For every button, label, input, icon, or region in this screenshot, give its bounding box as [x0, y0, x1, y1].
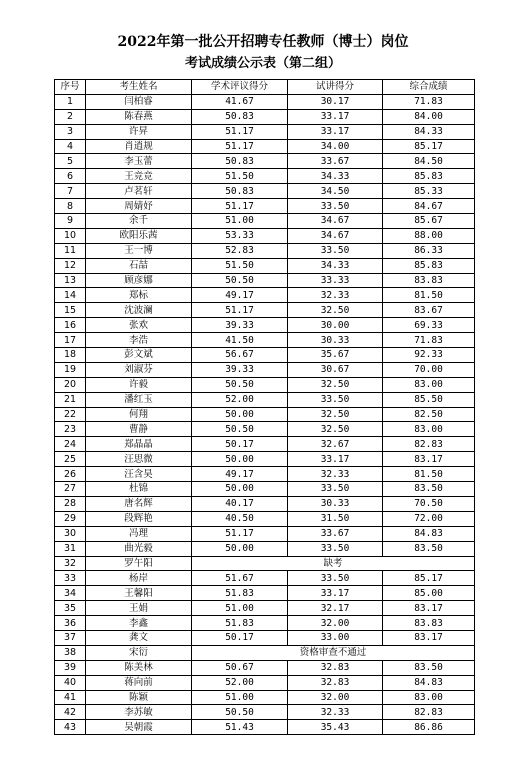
cell-note: 资格审查不通过: [192, 645, 475, 660]
cell-name: 王馨阳: [86, 586, 192, 601]
table-row: [55, 720, 475, 735]
cell-academic: 50.50: [192, 377, 288, 392]
table-row: [55, 526, 475, 541]
cell-no: 41: [55, 690, 86, 705]
cell-academic: 39.33: [192, 318, 288, 333]
cell-no: 24: [55, 437, 86, 452]
cell-no: 2: [55, 109, 86, 124]
cell-lecture: 32.50: [288, 377, 383, 392]
cell-lecture: 34.67: [288, 214, 383, 229]
table-row: [55, 362, 475, 377]
cell-academic: 50.67: [192, 660, 288, 675]
header-total: 综合成绩: [383, 80, 475, 95]
cell-total: 83.17: [383, 630, 475, 645]
cell-academic: 50.00: [192, 541, 288, 556]
cell-total: 85.17: [383, 139, 475, 154]
cell-name: 罗午阳: [86, 556, 192, 571]
cell-name: 汪思微: [86, 452, 192, 467]
cell-lecture: 34.33: [288, 258, 383, 273]
cell-lecture: 33.50: [288, 199, 383, 214]
cell-academic: 49.17: [192, 288, 288, 303]
cell-total: 88.00: [383, 228, 475, 243]
table-body: [55, 94, 475, 734]
cell-total: 84.83: [383, 675, 475, 690]
cell-total: 85.83: [383, 258, 475, 273]
table-row: [55, 482, 475, 497]
cell-name: 陈美林: [86, 660, 192, 675]
cell-total: 85.67: [383, 214, 475, 229]
cell-total: 85.33: [383, 184, 475, 199]
table-row: [55, 601, 475, 616]
cell-no: 34: [55, 586, 86, 601]
cell-academic: 51.83: [192, 586, 288, 601]
cell-total: 85.50: [383, 392, 475, 407]
cell-no: 28: [55, 496, 86, 511]
cell-lecture: 35.43: [288, 720, 383, 735]
table-row: [55, 511, 475, 526]
cell-no: 16: [55, 318, 86, 333]
cell-name: 肖逍规: [86, 139, 192, 154]
table-row: [55, 675, 475, 690]
table-row: [55, 318, 475, 333]
cell-lecture: 34.00: [288, 139, 383, 154]
cell-total: 82.83: [383, 705, 475, 720]
cell-no: 11: [55, 243, 86, 258]
cell-name: 王竞竞: [86, 169, 192, 184]
table-row: [55, 109, 475, 124]
cell-name: 沈波澜: [86, 303, 192, 318]
cell-name: 宋衍: [86, 645, 192, 660]
cell-no: 40: [55, 675, 86, 690]
cell-name: 蒋向前: [86, 675, 192, 690]
table-row: [55, 154, 475, 169]
cell-academic: 41.50: [192, 333, 288, 348]
table-row: [55, 392, 475, 407]
cell-name: 李玉蕾: [86, 154, 192, 169]
cell-name: 唐名辉: [86, 496, 192, 511]
cell-name: 顾彦娜: [86, 273, 192, 288]
cell-academic: 50.50: [192, 705, 288, 720]
table-row: [55, 273, 475, 288]
header-no: 序号: [55, 80, 86, 95]
cell-total: 71.83: [383, 333, 475, 348]
table-row: [55, 586, 475, 601]
table-row: [55, 243, 475, 258]
cell-total: 82.83: [383, 437, 475, 452]
cell-total: 81.50: [383, 467, 475, 482]
cell-no: 43: [55, 720, 86, 735]
cell-lecture: 30.33: [288, 333, 383, 348]
cell-name: 龚文: [86, 630, 192, 645]
cell-no: 21: [55, 392, 86, 407]
header-lecture: 试讲得分: [288, 80, 383, 95]
cell-no: 3: [55, 124, 86, 139]
cell-total: 83.50: [383, 541, 475, 556]
table-row: [55, 437, 475, 452]
table-row: [55, 467, 475, 482]
cell-lecture: 30.00: [288, 318, 383, 333]
cell-total: 83.83: [383, 616, 475, 631]
cell-no: 38: [55, 645, 86, 660]
table-row: [55, 288, 475, 303]
table-row: [55, 645, 475, 660]
table-row: [55, 556, 475, 571]
scores-table: [54, 79, 475, 735]
header-name: 考生姓名: [86, 80, 192, 95]
cell-lecture: 34.50: [288, 184, 383, 199]
cell-academic: 39.33: [192, 362, 288, 377]
table-row: [55, 228, 475, 243]
cell-no: 1: [55, 94, 86, 109]
cell-name: 彭文斌: [86, 348, 192, 363]
cell-total: 83.83: [383, 273, 475, 288]
cell-no: 39: [55, 660, 86, 675]
cell-no: 22: [55, 407, 86, 422]
cell-total: 83.17: [383, 601, 475, 616]
cell-name: 张欢: [86, 318, 192, 333]
cell-total: 83.00: [383, 690, 475, 705]
cell-no: 13: [55, 273, 86, 288]
cell-total: 72.00: [383, 511, 475, 526]
cell-no: 7: [55, 184, 86, 199]
cell-academic: 51.00: [192, 690, 288, 705]
cell-total: 83.00: [383, 377, 475, 392]
cell-name: 陈颖: [86, 690, 192, 705]
cell-name: 郑标: [86, 288, 192, 303]
cell-lecture: 32.50: [288, 303, 383, 318]
cell-academic: 51.00: [192, 214, 288, 229]
cell-lecture: 33.50: [288, 541, 383, 556]
cell-name: 闫柏睿: [86, 94, 192, 109]
table-row: [55, 333, 475, 348]
cell-no: 33: [55, 571, 86, 586]
cell-academic: 50.17: [192, 630, 288, 645]
cell-no: 5: [55, 154, 86, 169]
cell-no: 10: [55, 228, 86, 243]
cell-name: 曲光毅: [86, 541, 192, 556]
header-academic: 学术评议得分: [192, 80, 288, 95]
cell-no: 27: [55, 482, 86, 497]
cell-academic: 50.00: [192, 407, 288, 422]
table-row: [55, 258, 475, 273]
cell-academic: 51.83: [192, 616, 288, 631]
cell-no: 8: [55, 199, 86, 214]
cell-lecture: 32.50: [288, 407, 383, 422]
cell-name: 吴朝霞: [86, 720, 192, 735]
table-row: [55, 422, 475, 437]
table-row: [55, 705, 475, 720]
cell-total: 83.17: [383, 452, 475, 467]
table-row: [55, 139, 475, 154]
cell-academic: 50.83: [192, 184, 288, 199]
cell-academic: 51.17: [192, 199, 288, 214]
cell-academic: 49.17: [192, 467, 288, 482]
cell-academic: 53.33: [192, 228, 288, 243]
cell-total: 83.00: [383, 422, 475, 437]
cell-name: 段辉艳: [86, 511, 192, 526]
cell-no: 29: [55, 511, 86, 526]
cell-name: 李苏敏: [86, 705, 192, 720]
cell-no: 23: [55, 422, 86, 437]
cell-lecture: 34.33: [288, 169, 383, 184]
cell-no: 31: [55, 541, 86, 556]
table-row: [55, 660, 475, 675]
cell-total: 85.00: [383, 586, 475, 601]
cell-academic: 50.17: [192, 437, 288, 452]
cell-no: 19: [55, 362, 86, 377]
cell-total: 92.33: [383, 348, 475, 363]
cell-lecture: 33.67: [288, 526, 383, 541]
cell-name: 汪含昊: [86, 467, 192, 482]
cell-no: 20: [55, 377, 86, 392]
page-title: 2022年第一批公开招聘专任教师（博士）岗位: [117, 34, 409, 50]
cell-total: 83.50: [383, 660, 475, 675]
cell-academic: 51.00: [192, 601, 288, 616]
table-row: [55, 407, 475, 422]
cell-total: 84.83: [383, 526, 475, 541]
cell-no: 15: [55, 303, 86, 318]
cell-total: 69.33: [383, 318, 475, 333]
cell-academic: 51.50: [192, 258, 288, 273]
cell-lecture: 32.17: [288, 601, 383, 616]
cell-academic: 50.50: [192, 273, 288, 288]
cell-lecture: 33.50: [288, 482, 383, 497]
cell-no: 26: [55, 467, 86, 482]
cell-academic: 40.17: [192, 496, 288, 511]
cell-academic: 56.67: [192, 348, 288, 363]
cell-no: 18: [55, 348, 86, 363]
cell-total: 85.17: [383, 571, 475, 586]
cell-name: 王娟: [86, 601, 192, 616]
cell-no: 12: [55, 258, 86, 273]
cell-no: 17: [55, 333, 86, 348]
page-subtitle: 考试成绩公示表（第二组）: [184, 56, 341, 71]
cell-lecture: 30.33: [288, 496, 383, 511]
cell-lecture: 34.67: [288, 228, 383, 243]
cell-total: 70.50: [383, 496, 475, 511]
cell-lecture: 33.00: [288, 630, 383, 645]
cell-no: 30: [55, 526, 86, 541]
cell-lecture: 35.67: [288, 348, 383, 363]
cell-no: 6: [55, 169, 86, 184]
cell-no: 37: [55, 630, 86, 645]
cell-academic: 41.67: [192, 94, 288, 109]
cell-no: 14: [55, 288, 86, 303]
cell-lecture: 32.33: [288, 288, 383, 303]
cell-academic: 52.83: [192, 243, 288, 258]
cell-total: 70.00: [383, 362, 475, 377]
cell-total: 83.50: [383, 482, 475, 497]
cell-academic: 50.00: [192, 482, 288, 497]
table-row: [55, 630, 475, 645]
cell-lecture: 33.50: [288, 571, 383, 586]
table-row: [55, 348, 475, 363]
cell-academic: 51.17: [192, 124, 288, 139]
cell-academic: 50.50: [192, 422, 288, 437]
cell-academic: 52.00: [192, 392, 288, 407]
table-row: [55, 184, 475, 199]
cell-total: 85.83: [383, 169, 475, 184]
cell-name: 冯理: [86, 526, 192, 541]
cell-name: 曹静: [86, 422, 192, 437]
cell-lecture: 32.33: [288, 705, 383, 720]
table-row: [55, 571, 475, 586]
cell-total: 86.33: [383, 243, 475, 258]
table-row: [55, 452, 475, 467]
table-row: [55, 214, 475, 229]
table-row: [55, 94, 475, 109]
cell-name: 杜锦: [86, 482, 192, 497]
cell-total: 84.50: [383, 154, 475, 169]
table-header-row: [55, 80, 475, 95]
cell-name: 卢茗轩: [86, 184, 192, 199]
cell-name: 石喆: [86, 258, 192, 273]
cell-no: 9: [55, 214, 86, 229]
cell-lecture: 32.83: [288, 660, 383, 675]
table-row: [55, 169, 475, 184]
cell-name: 欧阳乐茜: [86, 228, 192, 243]
cell-academic: 51.50: [192, 169, 288, 184]
cell-name: 许昇: [86, 124, 192, 139]
cell-note: 缺考: [192, 556, 475, 571]
cell-academic: 52.00: [192, 675, 288, 690]
cell-total: 71.83: [383, 94, 475, 109]
cell-total: 86.86: [383, 720, 475, 735]
cell-lecture: 33.17: [288, 109, 383, 124]
cell-name: 刘淑芬: [86, 362, 192, 377]
cell-lecture: 33.17: [288, 124, 383, 139]
cell-total: 81.50: [383, 288, 475, 303]
cell-academic: 51.67: [192, 571, 288, 586]
table-row: [55, 377, 475, 392]
table-row: [55, 199, 475, 214]
cell-total: 84.33: [383, 124, 475, 139]
cell-lecture: 32.00: [288, 616, 383, 631]
cell-name: 潘红玉: [86, 392, 192, 407]
table-row: [55, 690, 475, 705]
cell-no: 32: [55, 556, 86, 571]
cell-total: 82.50: [383, 407, 475, 422]
cell-lecture: 30.67: [288, 362, 383, 377]
cell-academic: 51.17: [192, 526, 288, 541]
cell-lecture: 33.17: [288, 452, 383, 467]
cell-name: 李鑫: [86, 616, 192, 631]
cell-lecture: 32.50: [288, 422, 383, 437]
cell-lecture: 33.67: [288, 154, 383, 169]
cell-no: 4: [55, 139, 86, 154]
cell-no: 42: [55, 705, 86, 720]
table-row: [55, 616, 475, 631]
cell-name: 周婧妤: [86, 199, 192, 214]
cell-lecture: 33.50: [288, 392, 383, 407]
cell-lecture: 32.00: [288, 690, 383, 705]
cell-name: 陈春燕: [86, 109, 192, 124]
cell-academic: 40.50: [192, 511, 288, 526]
cell-academic: 50.00: [192, 452, 288, 467]
cell-no: 36: [55, 616, 86, 631]
cell-academic: 51.43: [192, 720, 288, 735]
table-row: [55, 541, 475, 556]
cell-name: 郑晶晶: [86, 437, 192, 452]
cell-no: 25: [55, 452, 86, 467]
cell-academic: 50.83: [192, 109, 288, 124]
cell-name: 王一博: [86, 243, 192, 258]
cell-academic: 51.17: [192, 303, 288, 318]
table-row: [55, 124, 475, 139]
cell-name: 何翔: [86, 407, 192, 422]
cell-name: 杨岸: [86, 571, 192, 586]
cell-total: 84.67: [383, 199, 475, 214]
cell-academic: 51.17: [192, 139, 288, 154]
cell-lecture: 31.50: [288, 511, 383, 526]
cell-total: 84.00: [383, 109, 475, 124]
cell-lecture: 33.50: [288, 243, 383, 258]
cell-lecture: 32.83: [288, 675, 383, 690]
cell-name: 许毅: [86, 377, 192, 392]
cell-lecture: 32.67: [288, 437, 383, 452]
cell-total: 83.67: [383, 303, 475, 318]
cell-name: 李浩: [86, 333, 192, 348]
cell-no: 35: [55, 601, 86, 616]
cell-lecture: 33.33: [288, 273, 383, 288]
cell-lecture: 30.17: [288, 94, 383, 109]
table-row: [55, 303, 475, 318]
cell-lecture: 32.33: [288, 467, 383, 482]
cell-academic: 50.83: [192, 154, 288, 169]
table-row: [55, 496, 475, 511]
cell-lecture: 33.17: [288, 586, 383, 601]
cell-name: 余千: [86, 214, 192, 229]
